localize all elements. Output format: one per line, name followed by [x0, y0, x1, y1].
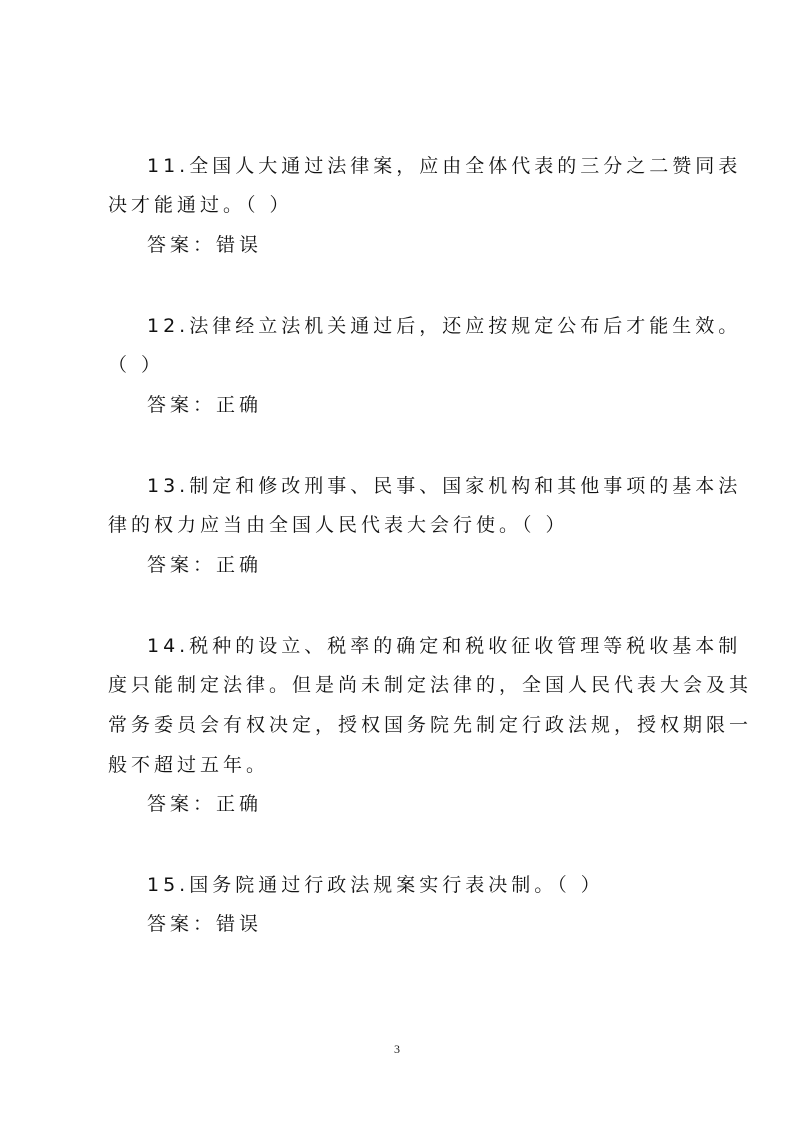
- question-14-line-1: 14.税种的设立、税率的确定和税收征收管理等税收基本制: [147, 635, 742, 657]
- question-15-line-1: 15.国务院通过行政法规案实行表决制。（ ）: [147, 874, 604, 896]
- question-11-line-2: 决才能通过。（ ）: [108, 194, 293, 216]
- question-13-line-1: 13.制定和修改刑事、民事、国家机构和其他事项的基本法: [147, 475, 742, 497]
- question-14-line-4: 般不超过五年。: [108, 754, 270, 776]
- question-14-line-3: 常务委员会有权决定，授权国务院先制定行政法规，授权期限一: [108, 714, 753, 736]
- question-14-line-2: 度只能制定法律。但是尚未制定法律的，全国人民代表大会及其: [108, 674, 753, 696]
- question-11-answer: 答案：错误: [147, 234, 263, 256]
- page-number: 3: [394, 1042, 400, 1056]
- question-13-answer: 答案：正确: [147, 554, 263, 576]
- question-12-line-1: 12.法律经立法机关通过后，还应按规定公布后才能生效。: [147, 315, 742, 337]
- question-14-answer: 答案：正确: [147, 793, 263, 815]
- question-12-answer: 答案：正确: [147, 394, 263, 416]
- question-15-answer: 答案：错误: [147, 913, 263, 935]
- question-11-line-1: 11.全国人大通过法律案，应由全体代表的三分之二赞同表: [147, 155, 742, 177]
- question-13-line-2: 律的权力应当由全国人民代表大会行使。（ ）: [108, 514, 569, 536]
- question-12-line-2: （ ）: [108, 354, 165, 376]
